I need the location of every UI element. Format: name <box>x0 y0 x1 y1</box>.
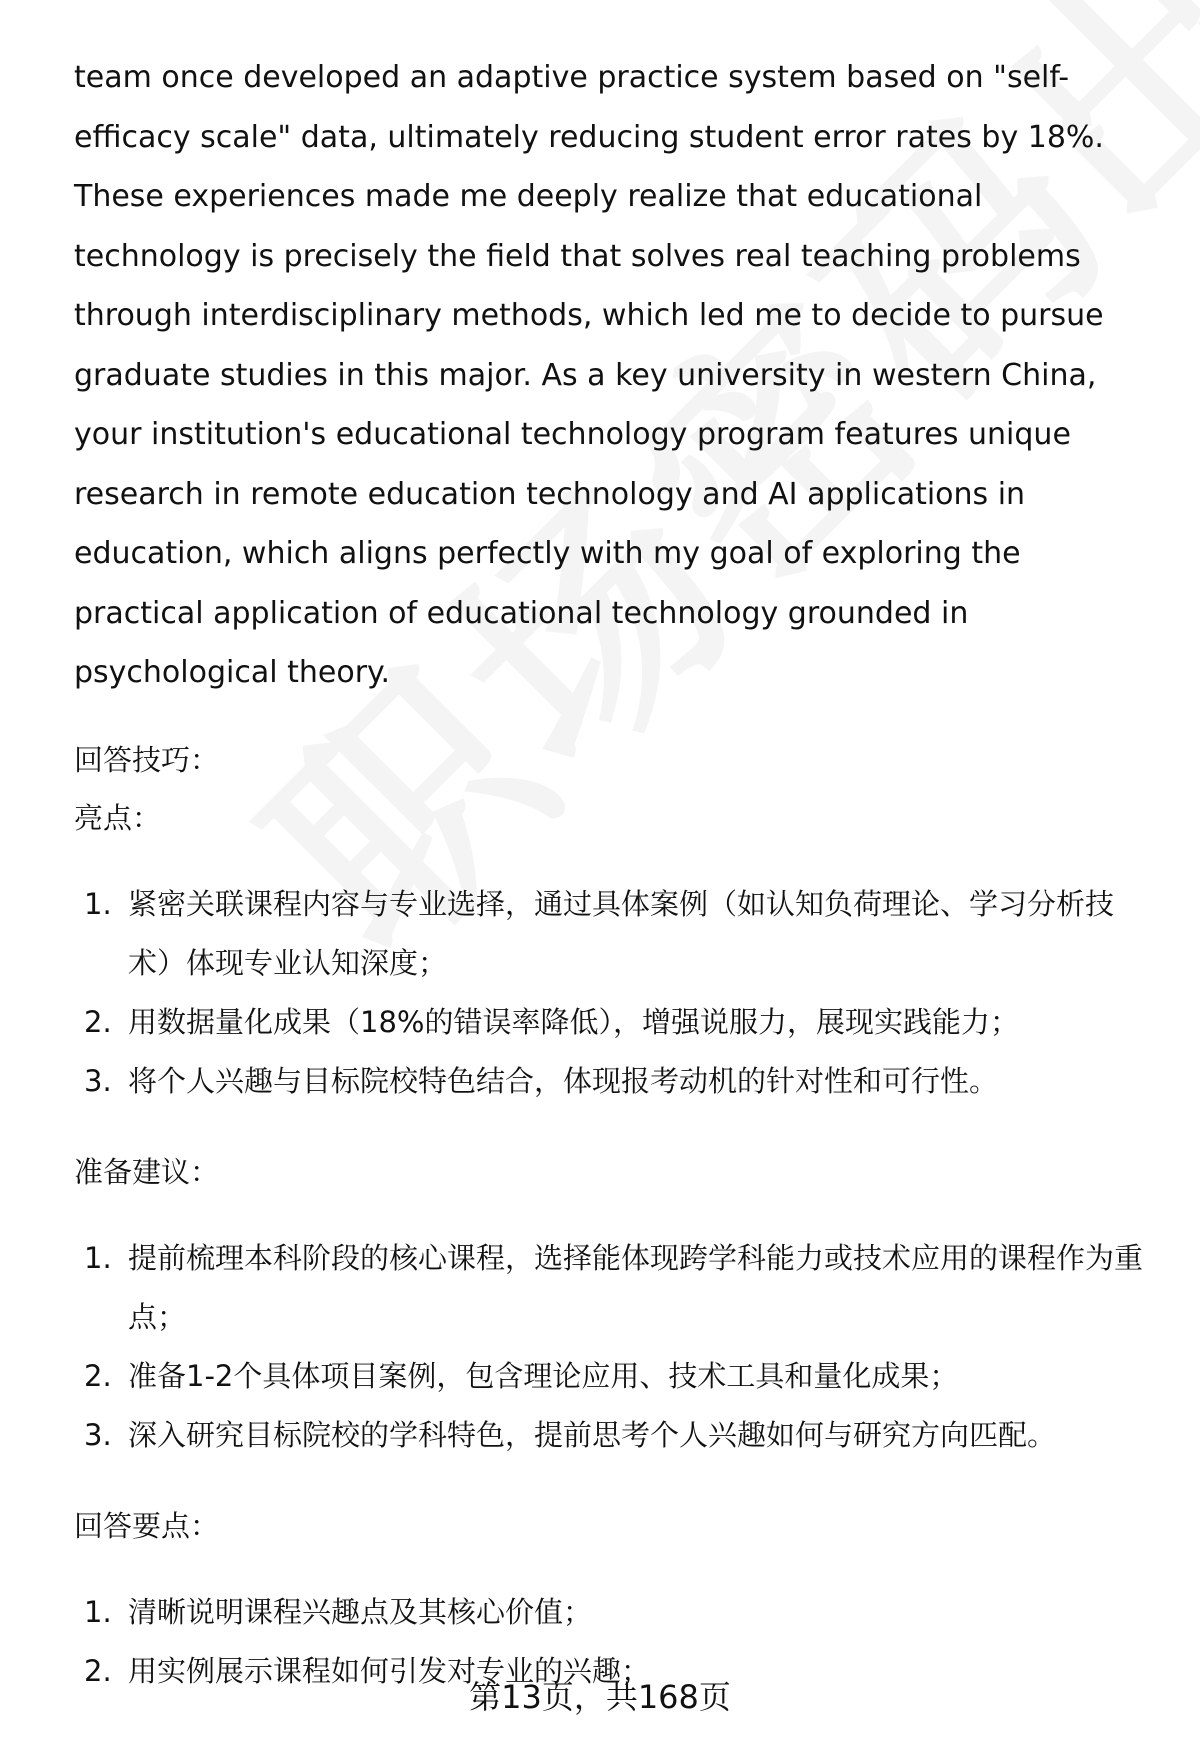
page-number-footer: 第13页，共168页 <box>469 1678 731 1716</box>
list-item <box>74 1406 1144 1465</box>
list-item-number: 2. <box>84 1358 112 1393</box>
highlights-list <box>74 875 1144 1111</box>
list-item <box>74 1052 1144 1111</box>
list-item-number: 1. <box>84 886 112 921</box>
list-item-number: 1. <box>84 1240 112 1275</box>
list-item-text: 准备1-2个具体项目案例，包含理论应用、技术工具和量化成果； <box>128 1358 959 1393</box>
list-item-text: 清晰说明课程兴趣点及其核心价值； <box>128 1594 593 1629</box>
list-item-number: 2. <box>84 1004 112 1039</box>
body-paragraph: team once developed an adaptive practice system based on "self-efficacy scale" data, ultimately reducing student error rates by 18%. These experiences made me deeply realize that educational technology is precisely the field that solves real teaching problems through interdisciplinary methods, which led me to decide to pursue graduate studies in this major. As a key university in western China, your institution's educational technology program features unique research in remote education technology and AI applications in education, which aligns perfectly with my goal of exploring the practical application of educational technology grounded in psychological theory. <box>74 60 1104 690</box>
list-item <box>74 993 1144 1052</box>
list-item-text: 提前梳理本科阶段的核心课程，选择能体现跨学科能力或技术应用的课程作为重点； <box>128 1240 1144 1334</box>
list-item <box>74 1229 1144 1347</box>
list-item-number: 3. <box>84 1063 112 1098</box>
list-item-text: 紧密关联课程内容与专业选择，通过具体案例（如认知负荷理论、学习分析技术）体现专业认知深度； <box>128 886 1115 980</box>
prep-list <box>74 1229 1144 1465</box>
highlights-heading: 亮点： <box>74 800 162 835</box>
keypoints-heading: 回答要点： <box>74 1508 220 1543</box>
list-item-number: 2. <box>84 1653 112 1688</box>
document-page <box>74 48 1144 1701</box>
tips-heading: 回答技巧： <box>74 742 220 777</box>
list-item-number: 1. <box>84 1594 112 1629</box>
list-item-text: 用实例展示课程如何引发对专业的兴趣； <box>128 1653 651 1688</box>
list-item <box>74 1583 1144 1642</box>
list-item-text: 用数据量化成果（18%的错误率降低），增强说服力，展现实践能力； <box>128 1004 1019 1039</box>
list-item-text: 将个人兴趣与目标院校特色结合，体现报考动机的针对性和可行性。 <box>128 1063 999 1098</box>
prep-heading: 准备建议： <box>74 1154 220 1189</box>
list-item-number: 3. <box>84 1417 112 1452</box>
list-item <box>74 875 1144 993</box>
list-item <box>74 1347 1144 1406</box>
list-item-text: 深入研究目标院校的学科特色，提前思考个人兴趣如何与研究方向匹配。 <box>128 1417 1057 1452</box>
